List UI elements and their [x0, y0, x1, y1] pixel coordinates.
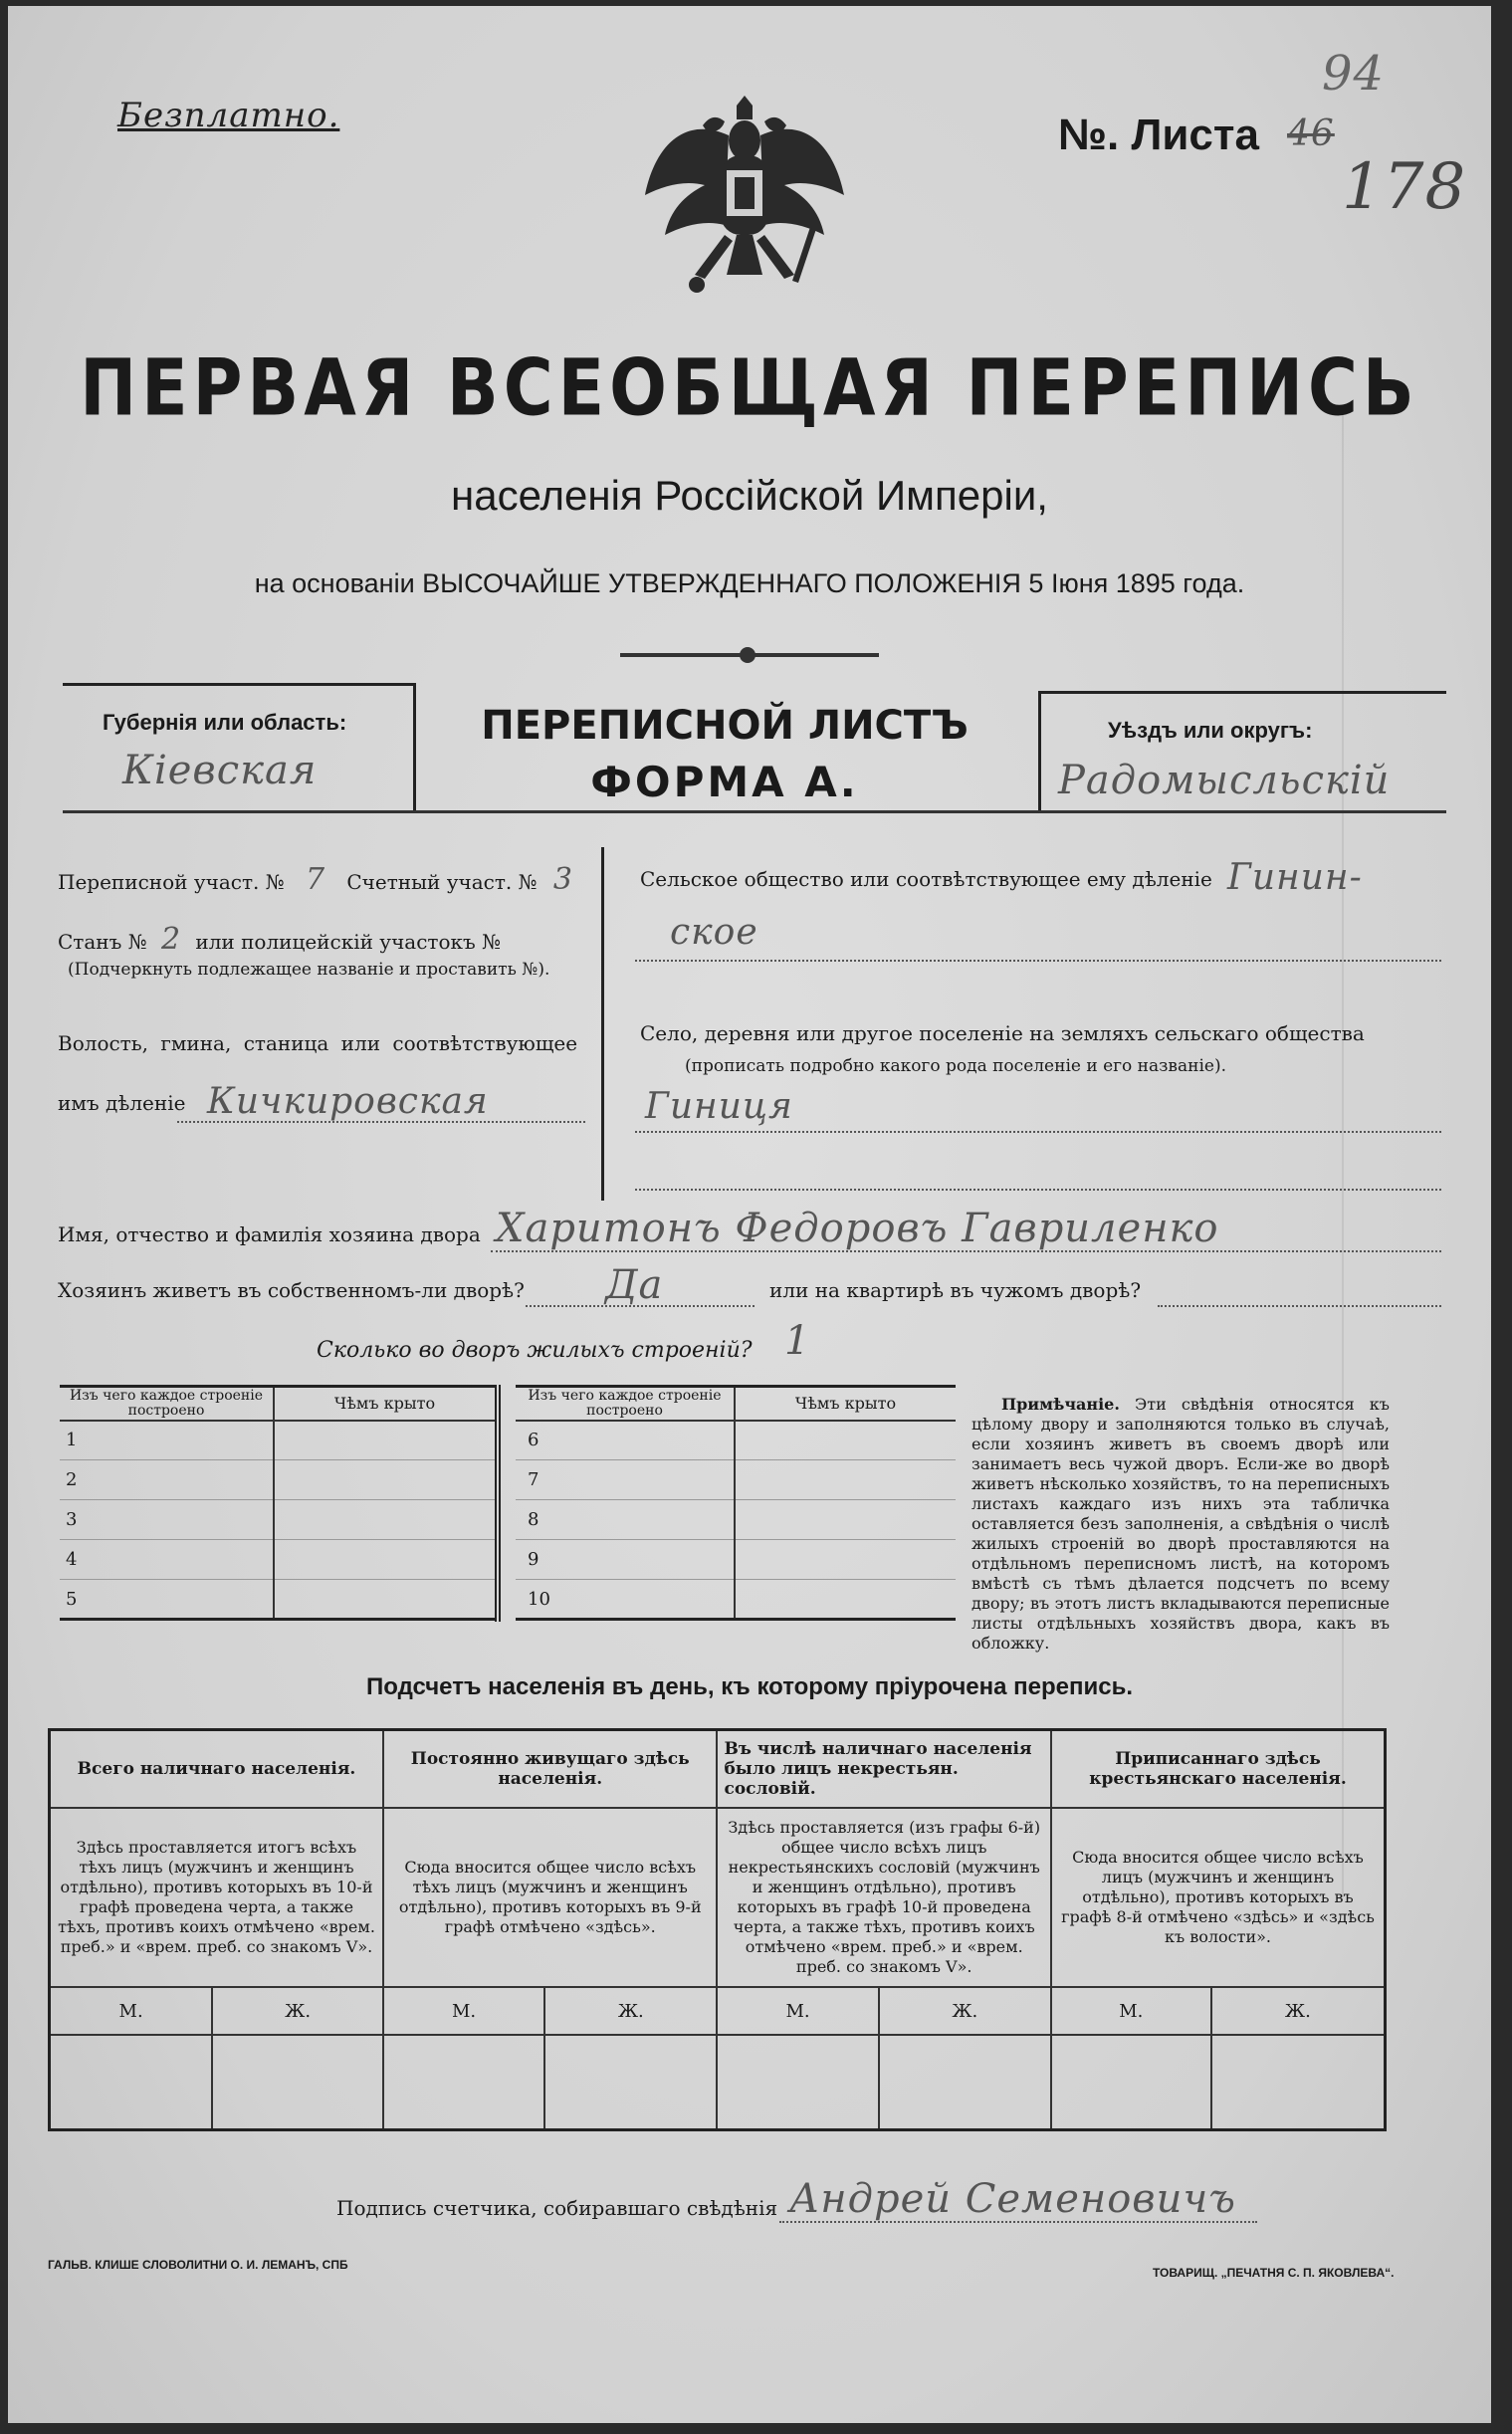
row-number: 5 — [60, 1580, 274, 1620]
population-heads — [50, 1730, 1386, 1809]
total-population-desc: Здѣсь проставляется итогъ всѣхъ тѣхъ лицъ (мужчинъ и женщинъ отдѣльно), противъ которыхъ въ 10-й графѣ проведена черта, а также тѣхъ, противъ коихъ отмѣчено «врем. преб.» и «врем. преб. со знакомъ V». — [50, 1808, 383, 1987]
signature-label: Подпись счетчика, собиравшаго свѣдѣнія — [336, 2196, 778, 2220]
row-number: 10 — [516, 1580, 735, 1620]
page-title: ПЕРВАЯ ВСЕОБЩАЯ ПЕРЕПИСЬ — [80, 343, 1419, 434]
camp-label: Станъ № — [58, 930, 147, 954]
corner-number-side: 178 — [1342, 150, 1467, 224]
count-area-label: Счетный участ. № — [346, 870, 538, 894]
table-row — [60, 1580, 495, 1620]
buildings-table-left-header — [60, 1387, 495, 1421]
division-value: Кичкировская — [207, 1081, 489, 1122]
buildings-count-value: 1 — [784, 1318, 811, 1364]
province-value: Кіевская — [122, 748, 318, 793]
census-area-value: 7 — [305, 862, 326, 897]
rural-society-label: Сельское общество или соотвѣтствующее ему дѣленіе — [640, 867, 1212, 891]
population-title: Подсчетъ населенія въ день, къ которому пріурочена перепись. — [366, 1673, 1133, 1700]
rent-dots — [1158, 1305, 1441, 1307]
table-row — [516, 1580, 956, 1620]
sheet-label-text: №. Листа — [1058, 111, 1259, 159]
population-values — [50, 2035, 1386, 2129]
buildings-table-divider — [495, 1385, 501, 1622]
form-title: ПЕРЕПИСНОЙ ЛИСТЪ — [481, 703, 969, 749]
table-row — [516, 1540, 956, 1580]
settlement-dots-2 — [635, 1189, 1441, 1191]
table-row — [60, 1460, 495, 1500]
imperial-eagle-icon — [625, 86, 864, 334]
buildings-count-label: Сколько во дворъ жилыхъ строеній? — [317, 1338, 753, 1363]
form-type: ФОРМА А. — [590, 758, 859, 806]
roof-cell[interactable] — [735, 1460, 956, 1500]
table-row — [516, 1421, 956, 1460]
division-label: имъ дѣленіе — [58, 1091, 186, 1115]
registered-peasant-head: Приписаннаго здѣсь крестьянскаго населенія. — [1051, 1730, 1386, 1809]
row-number: 4 — [60, 1540, 274, 1580]
table-row — [516, 1460, 956, 1500]
population-table — [48, 1728, 1387, 2131]
male-label: М. — [717, 1987, 878, 2035]
roof-header: Чѣмъ крыто — [274, 1387, 495, 1421]
district-label: Уѣздъ или округъ: — [1108, 718, 1313, 743]
population-mf-labels — [50, 1987, 1386, 2035]
roof-cell[interactable] — [735, 1421, 956, 1460]
footer-right: ТОВАРИЩ. „ПЕЧАТНЯ С. П. ЯКОВЛЕВА“. — [1153, 2266, 1395, 2280]
material-header-2: Изъ чего каждое строеніе построено — [516, 1387, 735, 1421]
female-label: Ж. — [212, 1987, 383, 2035]
roof-header-2: Чѣмъ крыто — [735, 1387, 956, 1421]
non-peasant-head: Въ числѣ наличнаго населенія было лицъ некрестьян. сословій. — [717, 1730, 1050, 1809]
division-line — [58, 1091, 185, 1115]
police-area-label: или полицейскій участокъ № — [195, 930, 502, 954]
settlement-instruction: (прописать подробно какого рода поселеніе и его названіе). — [685, 1056, 1226, 1076]
buildings-table-right — [516, 1385, 956, 1621]
table-row — [516, 1500, 956, 1540]
row-number: 9 — [516, 1540, 735, 1580]
page-subtitle: населенія Россійской Имперіи, — [451, 472, 1048, 519]
camp-value: 2 — [160, 922, 182, 957]
owner-name-value: Харитонъ Федоровъ Гавриленко — [496, 1206, 1219, 1251]
note-body: Эти свѣдѣнія относятся къ цѣлому двору и заполняются только въ случаѣ, если хозяинъ живетъ въ своемъ дворѣ или занимаетъ весь чужой дворъ. Если-же во дворѣ живетъ нѣсколько хозяйствъ, то на переписныхъ листахъ каждаго изъ нихъ эта табличка оставляется безъ заполненія, а свѣдѣнія о числѣ жилыхъ строеній во дворѣ проставляются на отдѣльномъ переписномъ листѣ, на которомъ вмѣстѣ съ тѣмъ дѣлается подсчетъ по всему двору; въ этотъ листъ вкладываются переписные листы отдѣльныхъ хозяйствъ двора, какъ въ обложку. — [972, 1395, 1390, 1653]
rural-society-value: Гинин- — [1227, 857, 1363, 898]
count-cell[interactable] — [1211, 2035, 1386, 2129]
roof-cell[interactable] — [735, 1540, 956, 1580]
sheet-number-label — [1058, 111, 1259, 160]
non-peasant-desc: Здѣсь проставляется (изъ графы 6-й) общее число всѣхъ лицъ некрестьянскихъ сословій (мужчинъ и женщинъ отдѣльно), противъ которыхъ въ графѣ 10-й проведена черта, а также тѣхъ, противъ коихъ отмѣчено «врем. преб.» и «врем. преб. со знакомъ V». — [717, 1808, 1050, 1987]
row-number: 7 — [516, 1460, 735, 1500]
corner-number-top: 94 — [1322, 46, 1386, 102]
census-sheet — [8, 6, 1491, 2423]
count-cell[interactable] — [1051, 2035, 1211, 2129]
volost-line: Волость, гмина, станица или соотвѣтствующее — [58, 1031, 578, 1055]
roof-cell[interactable] — [735, 1580, 956, 1620]
roof-cell[interactable] — [274, 1421, 495, 1460]
rural-society-value-2: ское — [670, 912, 758, 953]
block-divider — [601, 847, 604, 1201]
owner-name-label: Имя, отчество и фамилія хозяина двора — [58, 1222, 481, 1246]
own-yard-label: Хозяинъ живетъ въ собственномъ-ли дворѣ? — [58, 1278, 525, 1302]
male-label: М. — [50, 1987, 213, 2035]
female-label: Ж. — [1211, 1987, 1386, 2035]
note-lead: Примѣчаніе. — [1001, 1395, 1120, 1414]
count-cell[interactable] — [50, 2035, 213, 2129]
roof-cell[interactable] — [274, 1580, 495, 1620]
form-header-bottom-rule — [63, 810, 1446, 813]
note-text — [972, 1395, 1390, 1654]
row-number: 8 — [516, 1500, 735, 1540]
registered-peasant-desc: Сюда вносится общее число всѣхъ лицъ (мужчинъ и женщинъ отдѣльно), противъ которыхъ въ графѣ 8-й отмѣчено «здѣсь» и «здѣсь къ волости». — [1051, 1808, 1386, 1987]
settlement-dots — [635, 1131, 1441, 1133]
row-number: 1 — [60, 1421, 274, 1460]
camp-line — [58, 922, 501, 957]
census-area-line — [58, 862, 583, 897]
footer-left: ГАЛЬВ. КЛИШЕ СЛОВОЛИТНИ О. И. ЛЕМАНЪ, СПБ — [48, 2258, 348, 2272]
table-row — [60, 1540, 495, 1580]
row-number: 2 — [60, 1460, 274, 1500]
count-cell[interactable] — [879, 2035, 1051, 2129]
permanent-population-head: Постоянно живущаго здѣсь населенія. — [383, 1730, 717, 1809]
signature-value: Андрей Семеновичъ — [789, 2176, 1236, 2222]
count-cell[interactable] — [717, 2035, 878, 2129]
roof-cell[interactable] — [274, 1540, 495, 1580]
legal-basis: на основаніи ВЫСОЧАЙШЕ УТВЕРЖДЕННАГО ПОЛОЖЕНІЯ 5 Іюня 1895 года. — [254, 568, 1245, 598]
province-label: Губернія или область: — [103, 710, 347, 735]
count-cell[interactable] — [212, 2035, 383, 2129]
row-number: 6 — [516, 1421, 735, 1460]
own-yard-value: Да — [605, 1262, 664, 1308]
roof-cell[interactable] — [735, 1500, 956, 1540]
division-dots — [177, 1121, 585, 1123]
count-cell[interactable] — [383, 2035, 544, 2129]
count-cell[interactable] — [544, 2035, 717, 2129]
total-population-head: Всего наличнаго населенія. — [50, 1730, 383, 1809]
rent-label: или на квартирѣ въ чужомъ дворѣ? — [769, 1278, 1142, 1302]
male-label: М. — [383, 1987, 544, 2035]
buildings-table-left — [60, 1385, 495, 1621]
free-label: Безплатно. — [117, 96, 340, 135]
rural-society-dots — [635, 960, 1441, 962]
row-number: 3 — [60, 1500, 274, 1540]
table-row — [60, 1421, 495, 1460]
district-value: Радомысльскій — [1058, 758, 1391, 803]
settlement-label: Село, деревня или другое поселеніе на земляхъ сельскаго общества — [640, 1021, 1365, 1045]
roof-cell[interactable] — [274, 1460, 495, 1500]
own-yard-dots — [526, 1305, 755, 1307]
buildings-table-right-header — [516, 1387, 956, 1421]
permanent-population-desc: Сюда вносится общее число всѣхъ тѣхъ лицъ (мужчинъ и женщинъ отдѣльно), противъ которыхъ въ 9-й графѣ отмѣчено «здѣсь». — [383, 1808, 717, 1987]
sheet-number-value: 46 — [1287, 113, 1335, 154]
settlement-value: Гиниця — [645, 1086, 793, 1127]
count-area-value: 3 — [552, 862, 573, 897]
ornament-dot — [740, 647, 756, 663]
male-label: М. — [1051, 1987, 1211, 2035]
female-label: Ж. — [544, 1987, 717, 2035]
material-header: Изъ чего каждое строеніе построено — [60, 1387, 274, 1421]
signature-dots — [779, 2221, 1257, 2223]
owner-name-dots — [491, 1250, 1441, 1252]
underline-instruction: (Подчеркнуть подлежащее названіе и проставить №). — [68, 960, 550, 980]
census-area-label: Переписной участ. № — [58, 870, 285, 894]
population-descriptions — [50, 1808, 1386, 1987]
female-label: Ж. — [879, 1987, 1051, 2035]
roof-cell[interactable] — [274, 1500, 495, 1540]
table-row — [60, 1500, 495, 1540]
